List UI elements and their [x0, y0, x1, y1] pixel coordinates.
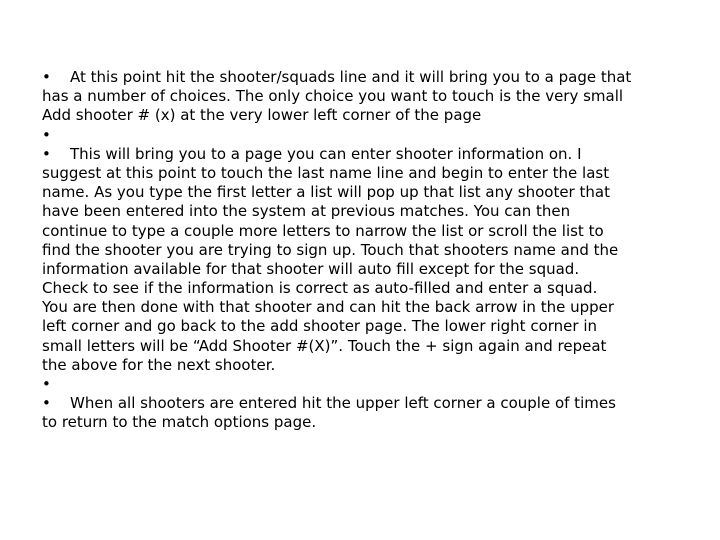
line-text: Check to see if the information is correct as auto-filled and enter a squad.	[42, 279, 598, 298]
text-line	[42, 260, 692, 279]
text-line	[42, 279, 692, 298]
text-line	[42, 375, 692, 394]
line-text: This will bring you to a page you can enter shooter information on. I	[70, 144, 582, 163]
line-text: information available for that shooter will auto fill except for the squad.	[42, 259, 580, 278]
line-text: find the shooter you are trying to sign up. Touch that shooters name and the	[42, 240, 619, 259]
text-line	[42, 202, 692, 221]
text-line	[42, 68, 692, 87]
text-line	[42, 164, 692, 183]
line-text: the above for the next shooter.	[42, 355, 276, 374]
text-line	[42, 394, 692, 413]
line-text: has a number of choices. The only choice you want to touch is the very small	[42, 87, 624, 106]
text-line	[42, 106, 692, 125]
line-text: have been entered into the system at previous matches. You can then	[42, 202, 571, 221]
bullet: •	[42, 144, 51, 163]
line-text: to return to the match options page.	[42, 413, 317, 432]
text-line	[42, 298, 692, 317]
line-text: small letters will be “Add Shooter #(X)”. Touch the + sign again and repeat	[42, 336, 607, 355]
line-text: At this point hit the shooter/squads line and it will bring you to a page that	[70, 68, 632, 86]
text-line	[42, 241, 692, 260]
bullet: •	[42, 394, 51, 413]
line-text: You are then done with that shooter and can hit the back arrow in the upper	[42, 298, 615, 317]
line-text: name. As you type the first letter a list will pop up that list any shooter that	[42, 183, 610, 202]
line-text: continue to type a couple more letters to narrow the list or scroll the list to	[42, 221, 604, 240]
text-line	[42, 337, 692, 356]
text-line	[42, 222, 692, 241]
bullet: •	[42, 375, 51, 393]
text-line	[42, 126, 692, 145]
slide-body-text	[42, 68, 692, 433]
bullet: •	[42, 68, 51, 86]
bullet: •	[42, 125, 51, 144]
text-line	[42, 145, 692, 164]
line-text: Add shooter # (x) at the very lower left corner of the page	[42, 106, 482, 125]
text-line	[42, 413, 692, 432]
line-text: left corner and go back to the add shooter page. The lower right corner in	[42, 317, 597, 336]
text-line	[42, 183, 692, 202]
line-text: suggest at this point to touch the last name line and begin to enter the last	[42, 163, 610, 182]
text-line	[42, 356, 692, 375]
text-line	[42, 87, 692, 106]
text-line	[42, 317, 692, 336]
line-text: When all shooters are entered hit the upper left corner a couple of times	[70, 394, 616, 413]
